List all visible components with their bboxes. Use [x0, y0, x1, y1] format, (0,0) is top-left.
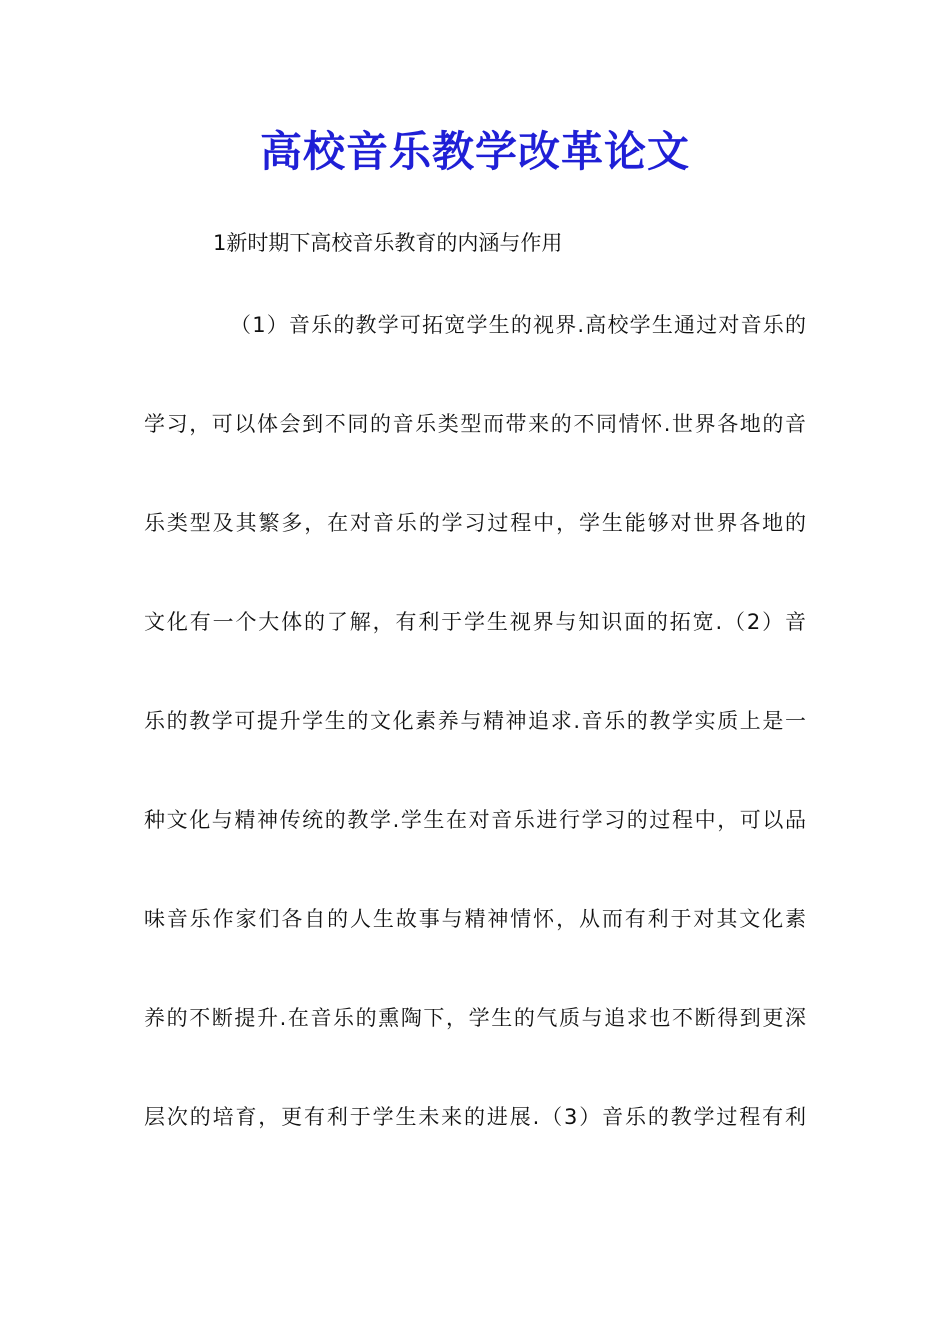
body-line: 养的不断提升.在音乐的熏陶下，学生的气质与追求也不断得到更深	[144, 1006, 806, 1030]
body-line: 学习，可以体会到不同的音乐类型而带来的不同情怀.世界各地的音	[144, 412, 806, 436]
section-heading: 1新时期下高校音乐教育的内涵与作用	[213, 231, 563, 255]
body-line: 乐的教学可提升学生的文化素养与精神追求.音乐的教学实质上是一	[144, 709, 806, 733]
body-line: 味音乐作家们各自的人生故事与精神情怀，从而有利于对其文化素	[144, 907, 806, 931]
body-line: 种文化与精神传统的教学.学生在对音乐进行学习的过程中，可以品	[144, 808, 806, 832]
body-line: 文化有一个大体的了解，有利于学生视界与知识面的拓宽.（2）音	[144, 610, 806, 634]
body-line: 乐类型及其繁多，在对音乐的学习过程中，学生能够对世界各地的	[144, 511, 806, 535]
body-line: （1）音乐的教学可拓宽学生的视界.高校学生通过对音乐的	[230, 313, 806, 337]
document-title: 高校音乐教学改革论文	[259, 127, 690, 176]
body-line: 层次的培育，更有利于学生未来的进展.（3）音乐的教学过程有利	[144, 1105, 806, 1129]
